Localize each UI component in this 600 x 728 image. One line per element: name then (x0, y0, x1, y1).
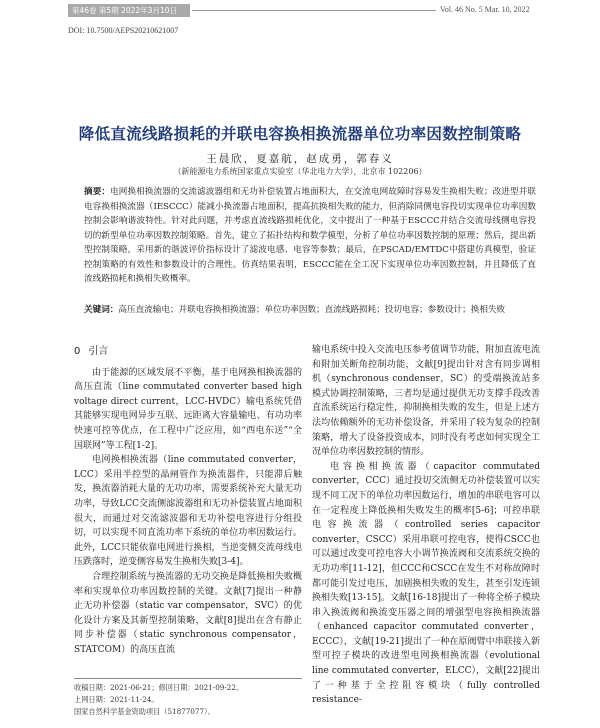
header-rule (192, 10, 436, 11)
journal-header (0, 0, 600, 20)
paragraph: 由于能源的区域发展不平衡，基于电网换相换流器的高压直流（line commutated converter based high voltage direct current，LCC-HVDC）输电系统凭借其能够实现电网异步互联、远距离大容量输电、有功功率快速可控等优点，在工程中广泛应用，如“西电东送”“全国联网”等工程[1-2]。 (74, 367, 302, 451)
keywords-label: 关键词： (84, 305, 119, 315)
body-column-left (74, 343, 302, 657)
section-number: 0 (74, 346, 81, 357)
section-title: 引言 (88, 346, 109, 357)
keywords (84, 303, 536, 318)
paragraph-continued: 输电系统中投入交流电压参考值调节功能，附加直流电流和附加关断角控制功能，文献[9]提出针对含有同步调相机（synchronous condenser，SC）的受端换流站多模式协调控制策略，三者均是通过提供无功支撑手段改善直流系统运行稳定性，抑制换相失败的发生，但是上述方法均依赖额外的无功补偿设备，并采用了较为复杂的控制策略，增大了设备投资成本，同时没有考虑如何实现全工况单位功率因数控制的情形。 (312, 345, 540, 458)
abstract-label: 摘要： (84, 187, 111, 197)
footnote-online: 上网日期：2021-11-24。 (74, 695, 159, 704)
journal-issue-tag: 第46卷 第5期 2022年3月10日 (68, 4, 190, 17)
paper-title: 降低直流线路损耗的并联电容换相换流器单位功率因数控制策略 (78, 125, 522, 143)
paragraph: 电容换相换流器（capacitor commutated converter，CCC）通过投切交流侧无功补偿装置可以实现不同工况下的单位功率因数运行，增加的串联电容可以在一定程度上降低换相失败发生的概率[5-6]；可控串联电容换流器（controlled series capacitor converter，CSCC）采用串联可控电容，使得CSCC也可以通过改变可控电容大小调节换流阀和交流系统交换的无功功率[11-12]，但CCC和CSCC在发生不对称故障时都可能引发过电压，加剧换相失败的发生，甚至引发连锁换相失败[13-15]。文献[16-18]提出了一种将全桥子模块串入换流阀和换流变压器之间的增强型电容换相换流器（enhanced capacitor commutated converter，ECCC），文献[19-21]提出了一种在原阀臂中串联接入新型可控子模块的改进型电网换相换流器（evolutional line commutated converter，ELCC），文献[22]提出了一种基于全控阻容模块（fully controlled resistance- (312, 461, 540, 706)
paragraph: 合理控制系统与换流器的无功交换是降低换相失败概率和实现单位功率因数控制的关键。文献[7]提出一种静止无功补偿器（static var compensator，SVC）的优化设计方案及其新型控制策略，文献[8]提出在含有静止同步补偿器（static synchronous compensator，STATCOM）的高压直流 (74, 571, 302, 655)
journal-volume-en: Vol. 46 No. 5 Mar. 10, 2022 (440, 5, 530, 14)
doi-text: DOI: 10.7500/AEPS20210621007 (68, 26, 179, 35)
footnote (74, 678, 302, 718)
section-heading (74, 345, 302, 360)
paragraph: 电网换相换流器（line commutated converter，LCC）采用半控型的晶闸管作为换流器件，只能滞后触发，换流器消耗大量的无功功率，需要系统补充大量无功功率，导致LCC交流侧滤波器组和无功补偿装置占地面积很大，而通过对交流滤波器和无功补偿电容进行分组投切，可以实现不同直流功率下系统的单位功率因数运行。此外，LCC只能依靠电网进行换相，当逆变侧交流母线电压跌落时，逆变侧容易发生换相失败[3-4]。 (74, 455, 302, 568)
abstract-text: 电网换相换流器的交流滤波器组和无功补偿装置占地面积大，在交流电网故障时容易发生换相失败；改进型并联电容换相换流器（IESCCC）能减小换流器占地面积，提高抗换相失败的能力，但消除同侧电容投切实现单位功率因数控制会影响谐波特性。针对此问题，并考虑直流线路损耗优化，文中提出了一种基于ESCCC并结合交流母线侧电容投切的新型单位功率因数控制策略。首先，建立了拓扑结构和数学模型，分析了单位功率因数控制的原理；然后，提出新型控制策略，采用新的谐波评价指标设计了滤波电感、电容等参数；最后，在PSCAD/EMTDC中搭建仿真模型，验证控制策略的有效性和参数设计的合理性。仿真结果表明，ESCCC能在全工况下实现单位功率因数控制，并且降低了直流线路损耗和换相失败概率。 (84, 187, 536, 284)
keywords-text: 高压直流输电；并联电容换相换流器；单位功率因数；直流线路损耗；投切电容；参数设计；换相失败 (118, 305, 506, 315)
paper-authors: 王晨欣，夏嘉航，赵成勇，郭春义 (206, 153, 394, 165)
body-column-right (312, 343, 540, 708)
paper-affiliation: （新能源电力系统国家重点实验室（华北电力大学），北京市 102206） (173, 167, 427, 176)
footnote-fund: 国家自然科学基金资助项目（51877077）。 (74, 707, 215, 716)
abstract (84, 185, 536, 287)
footnote-received: 收稿日期：2021-06-21；修回日期：2021-09-22。 (74, 683, 244, 692)
